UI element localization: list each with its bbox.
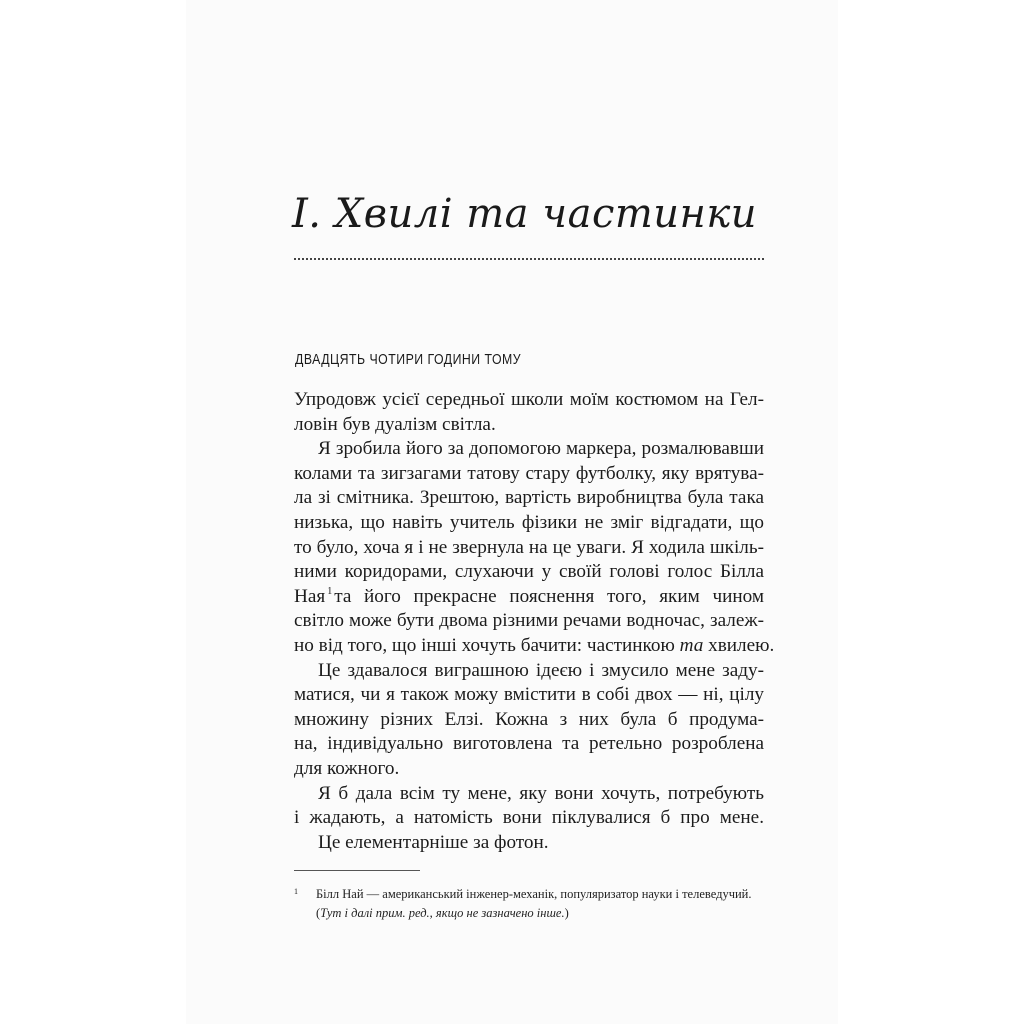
- text-line: ловін був дуалізм світла.: [294, 413, 496, 435]
- text-line: матися, чи я також можу вмістити в собі двох — ні, цілу: [294, 684, 764, 706]
- text-line: то було, хоча я і не звернула на це уваги. Я ходила шкіль-: [294, 536, 764, 558]
- text-line: множину різних Елзі. Кожна з них була б продума-: [294, 708, 764, 730]
- text-fragment: (: [316, 906, 321, 920]
- chapter-title: І. Хвилі та частинки: [292, 191, 758, 237]
- section-heading: ДВАДЦЯТЬ ЧОТИРИ ГОДИНИ ТОМУ: [295, 351, 522, 368]
- text-line: ними коридорами, слухаючи у своїй голові голос Білла: [294, 561, 764, 583]
- text-line: Я б дала всім ту мене, яку вони хочуть, потребують: [318, 782, 764, 804]
- text-line: Це здавалося виграшною ідеєю і змусило мене заду-: [318, 659, 764, 681]
- text-line: для кожного.: [294, 757, 400, 779]
- text-fragment: Ная: [294, 585, 326, 607]
- text-line: [294, 634, 775, 659]
- footnote-reference[interactable]: 1: [327, 585, 333, 597]
- text-line: світло може бути двома різними речами водночас, залеж-: [294, 610, 764, 632]
- dotted-divider: [294, 258, 764, 260]
- text-line: колами та зигзагами татову стару футболку, яку врятува-: [294, 462, 764, 484]
- editor-note: Тут і далі прим. ред., якщо не зазначено інше.: [320, 906, 565, 920]
- footnote-body: [316, 885, 764, 923]
- footnote-divider: [294, 870, 420, 871]
- footnote-line: Білл Най — американський інженер-механік, популяризатор науки і телеведучий.: [316, 887, 752, 901]
- text-line: Упродовж усієї середньої школи моїм костюмом на Гел-: [294, 389, 764, 410]
- text-fragment: хвилею.: [703, 634, 775, 656]
- text-line: [294, 585, 764, 610]
- text-line: і жадають, а натомість вони піклувалися б про мене.: [294, 807, 764, 829]
- text-line: на, індивідуально виготовлена та ретельно розроблена: [294, 733, 764, 755]
- footnote-marker: 1: [294, 887, 298, 896]
- body-text: [294, 388, 775, 855]
- text-line: Я зробила його за допомогою маркера, розмалювавши: [318, 438, 764, 460]
- emphasis-text: та: [679, 634, 704, 656]
- text-line: Це елементарніше за фотон.: [318, 831, 549, 853]
- text-fragment: та його прекрасне пояснення того, яким чином: [334, 585, 764, 607]
- text-line: низька, що навіть учитель фізики не зміг відгадати, що: [294, 511, 764, 533]
- footnote-line: [316, 904, 764, 923]
- footnote: [294, 885, 764, 923]
- text-line: ла зі смітника. Зрештою, вартість виробництва була така: [294, 487, 764, 509]
- text-fragment: но від того, що інші хочуть бачити: частинкою: [294, 634, 680, 656]
- text-fragment: ): [564, 906, 569, 920]
